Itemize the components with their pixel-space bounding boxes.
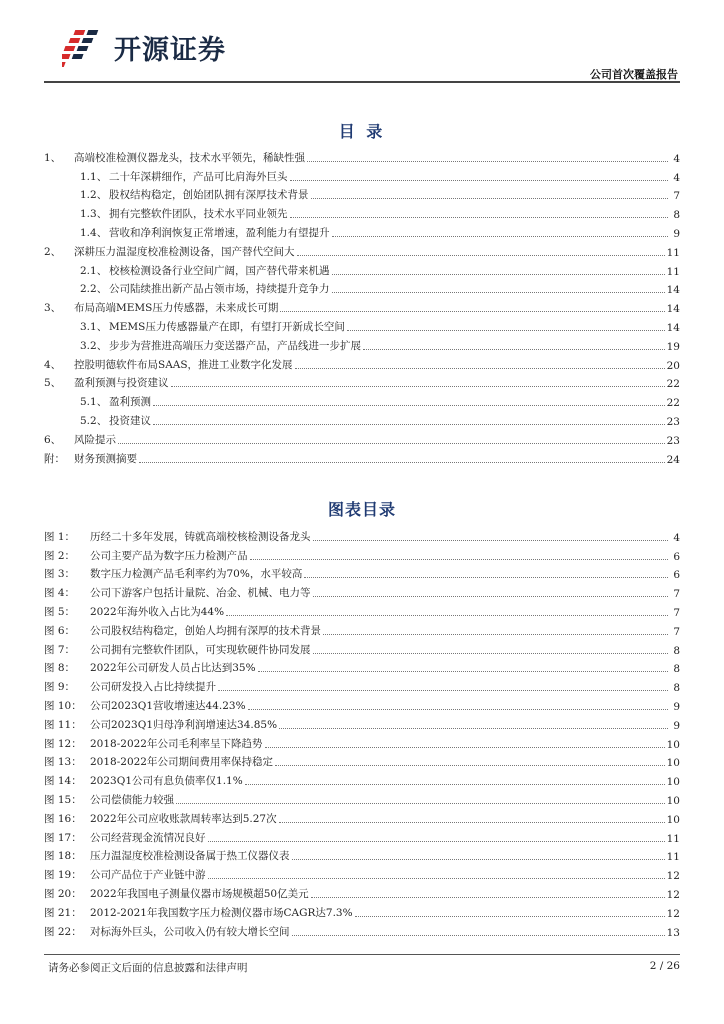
report-type-label: 公司首次覆盖报告 <box>590 68 678 81</box>
entry-number: 2.2、 <box>80 283 108 296</box>
figure-list <box>44 525 680 939</box>
entry-title: 2022年公司应收账款周转率达到5.27次 <box>90 812 277 825</box>
entry-title: 2018-2022年公司毛利率呈下降趋势 <box>90 737 263 750</box>
entry-title: 盈利预测与投资建议 <box>74 377 169 390</box>
entry-page: 9 <box>673 719 680 732</box>
dot-leader <box>297 255 665 256</box>
entry-title: 校核检测设备行业空间广阔，国产替代带来机遇 <box>109 264 330 277</box>
entry-title: 2022年公司研发人员占比达到35% <box>90 662 256 675</box>
entry-number: 图 8： <box>44 662 76 675</box>
entry-title: 股权结构稳定，创始团队拥有深厚技术背景 <box>109 189 309 202</box>
dot-leader <box>332 292 665 293</box>
dot-leader <box>332 236 669 237</box>
toc-entry[interactable] <box>44 447 680 466</box>
entry-page: 7 <box>673 606 680 619</box>
toc-entry[interactable] <box>44 372 680 391</box>
entry-number: 1.4、 <box>80 226 108 239</box>
entry-title: 公司下游客户包括计量院、冶金、机械、电力等 <box>90 587 311 600</box>
entry-title: 高端校准检测仪器龙头，技术水平领先，稀缺性强 <box>74 151 305 164</box>
dot-leader <box>226 615 668 616</box>
toc-entry[interactable] <box>44 202 680 221</box>
entry-title: 数字压力检测产品毛利率约为70%，水平较高 <box>90 568 303 581</box>
toc-entry[interactable] <box>44 409 680 428</box>
entry-title: 2012-2021年我国数字压力检测仪器市场CAGR达7.3% <box>90 906 353 919</box>
entry-page: 22 <box>666 397 680 410</box>
entry-page: 8 <box>673 663 680 676</box>
entry-title: 公司主要产品为数字压力检测产品 <box>90 549 248 562</box>
entry-number: 1.2、 <box>80 189 108 202</box>
entry-page: 4 <box>673 152 680 165</box>
entry-title: 公司拥有完整软件团队，可实现软硬件协同发展 <box>90 643 311 656</box>
toc-entry[interactable] <box>44 146 680 165</box>
dot-leader <box>153 405 665 406</box>
entry-number: 附： <box>44 452 65 465</box>
entry-page: 11 <box>666 246 680 259</box>
entry-page: 10 <box>666 776 680 789</box>
entry-page: 9 <box>673 700 680 713</box>
entry-number: 3.2、 <box>80 339 108 352</box>
entry-number: 图 21： <box>44 906 82 919</box>
entry-page: 6 <box>673 569 680 582</box>
dot-leader <box>208 841 665 842</box>
figure-entry[interactable] <box>44 732 680 751</box>
figure-entry[interactable] <box>44 657 680 676</box>
entry-page: 10 <box>666 738 680 751</box>
dot-leader <box>171 386 665 387</box>
entry-number: 5.1、 <box>80 396 108 409</box>
figure-entry[interactable] <box>44 751 680 770</box>
entry-page: 6 <box>673 550 680 563</box>
entry-number: 2.1、 <box>80 264 108 277</box>
entry-title: 控股明德软件布局SAAS，推进工业数字化发展 <box>74 358 293 371</box>
dot-leader <box>139 462 665 463</box>
dot-leader <box>292 859 665 860</box>
toc-entry[interactable] <box>44 278 680 297</box>
entry-page: 7 <box>673 190 680 203</box>
figure-entry[interactable] <box>44 600 680 619</box>
entry-title: 布局高端MEMS压力传感器，未来成长可期 <box>74 302 279 315</box>
page-header <box>44 18 680 80</box>
entry-number: 图 6： <box>44 624 76 637</box>
entry-title: 2022年海外收入占比为44% <box>90 605 225 618</box>
dot-leader <box>208 878 665 879</box>
toc-entry[interactable] <box>44 221 680 240</box>
entry-page: 8 <box>673 644 680 657</box>
entry-title: MEMS压力传感器量产在即，有望打开新成长空间 <box>109 320 345 333</box>
figure-entry[interactable] <box>44 901 680 920</box>
dot-leader <box>279 728 668 729</box>
entry-page: 8 <box>673 209 680 222</box>
entry-page: 8 <box>673 682 680 695</box>
entry-page: 24 <box>666 453 680 466</box>
entry-title: 财务预测摘要 <box>74 452 137 465</box>
figure-entry[interactable] <box>44 863 680 882</box>
entry-page: 10 <box>666 813 680 826</box>
entry-page: 23 <box>666 434 680 447</box>
figure-entry[interactable] <box>44 619 680 638</box>
dot-leader <box>218 690 668 691</box>
entry-page: 19 <box>666 340 680 353</box>
toc-entry[interactable] <box>44 240 680 259</box>
entry-number: 3、 <box>44 302 62 315</box>
entry-number: 图 10： <box>44 699 82 712</box>
entry-number: 图 5： <box>44 605 76 618</box>
entry-title: 盈利预测 <box>109 396 151 409</box>
figure-entry[interactable] <box>44 920 680 939</box>
dot-leader <box>258 671 668 672</box>
entry-title: 历经二十多年发展，铸就高端校核检测设备龙头 <box>90 530 311 543</box>
entry-title: 公司2023Q1营收增速达44.23% <box>90 699 246 712</box>
entry-page: 20 <box>666 359 680 372</box>
figure-entry[interactable] <box>44 525 680 544</box>
figure-entry[interactable] <box>44 807 680 826</box>
dot-leader <box>118 443 665 444</box>
entry-title: 拥有完整软件团队，技术水平同业领先 <box>109 208 288 221</box>
dot-leader <box>307 161 668 162</box>
page-number: 2 / 26 <box>649 960 680 972</box>
entry-page: 12 <box>666 870 680 883</box>
entry-title: 公司2023Q1归母净利润增速达34.85% <box>90 718 278 731</box>
figure-entry[interactable] <box>44 882 680 901</box>
entry-number: 5.2、 <box>80 414 108 427</box>
dot-leader <box>311 198 669 199</box>
dot-leader <box>347 330 665 331</box>
footer-divider <box>44 954 680 955</box>
figure-entry[interactable] <box>44 581 680 600</box>
entry-page: 11 <box>666 851 680 864</box>
entry-page: 10 <box>666 794 680 807</box>
entry-number: 图 1： <box>44 530 76 543</box>
dot-leader <box>304 577 668 578</box>
toc-entry[interactable] <box>44 353 680 372</box>
dot-leader <box>250 559 669 560</box>
entry-title: 深耕压力温湿度校准检测设备，国产替代空间大 <box>74 245 295 258</box>
entry-page: 14 <box>666 321 680 334</box>
dot-leader <box>292 935 665 936</box>
dot-leader <box>280 311 664 312</box>
entry-page: 11 <box>666 832 680 845</box>
entry-page: 10 <box>666 757 680 770</box>
entry-title: 2022年我国电子测量仪器市场规模超50亿美元 <box>90 887 309 900</box>
figure-entry[interactable] <box>44 769 680 788</box>
entry-number: 图 12： <box>44 737 82 750</box>
disclaimer-text: 请务必参阅正文后面的信息披露和法律声明 <box>48 962 248 974</box>
entry-number: 图 9： <box>44 681 76 694</box>
entry-number: 图 20： <box>44 887 82 900</box>
dot-leader <box>290 180 669 181</box>
toc-entry[interactable] <box>44 334 680 353</box>
figure-entry[interactable] <box>44 713 680 732</box>
entry-number: 图 7： <box>44 643 76 656</box>
entry-number: 图 14： <box>44 775 82 788</box>
entry-title: 二十年深耕细作，产品可比肩海外巨头 <box>109 170 288 183</box>
kaiyuan-logo-icon <box>62 28 104 68</box>
toc-list <box>44 146 680 466</box>
entry-number: 图 3： <box>44 568 76 581</box>
toc-entry[interactable] <box>44 296 680 315</box>
entry-number: 3.1、 <box>80 320 108 333</box>
entry-page: 7 <box>673 588 680 601</box>
entry-page: 14 <box>666 303 680 316</box>
toc-entry[interactable] <box>44 428 680 447</box>
entry-page: 12 <box>666 907 680 920</box>
entry-title: 2023Q1公司有息负债率仅1.1% <box>90 775 243 788</box>
figure-entry[interactable] <box>44 788 680 807</box>
entry-number: 图 13： <box>44 756 82 769</box>
header-divider <box>44 81 680 83</box>
entry-number: 1、 <box>44 151 62 164</box>
figure-entry[interactable] <box>44 694 680 713</box>
entry-number: 1.3、 <box>80 208 108 221</box>
dot-leader <box>355 916 665 917</box>
dot-leader <box>313 540 669 541</box>
toc-entry[interactable] <box>44 390 680 409</box>
entry-page: 14 <box>666 284 680 297</box>
figure-entry[interactable] <box>44 675 680 694</box>
entry-title: 投资建议 <box>109 414 151 427</box>
dot-leader <box>323 634 668 635</box>
figure-entry[interactable] <box>44 845 680 864</box>
entry-number: 图 15： <box>44 793 82 806</box>
dot-leader <box>275 765 665 766</box>
entry-number: 6、 <box>44 433 62 446</box>
entry-page: 23 <box>666 415 680 428</box>
figure-list-title: 图表目录 <box>327 500 396 519</box>
entry-title: 步步为营推进高端压力变送器产品，产品线进一步扩展 <box>109 339 361 352</box>
toc-entry[interactable] <box>44 165 680 184</box>
toc-entry[interactable] <box>44 315 680 334</box>
entry-number: 1.1、 <box>80 170 108 183</box>
entry-number: 图 19： <box>44 869 82 882</box>
entry-page: 11 <box>666 265 680 278</box>
dot-leader <box>363 349 665 350</box>
entry-title: 公司陆续推出新产品占领市场，持续提升竞争力 <box>109 283 330 296</box>
entry-number: 图 2： <box>44 549 76 562</box>
entry-number: 2、 <box>44 245 62 258</box>
entry-page: 9 <box>673 227 680 240</box>
toc-entry[interactable] <box>44 259 680 278</box>
entry-page: 22 <box>666 378 680 391</box>
entry-title: 2018-2022年公司期间费用率保持稳定 <box>90 756 273 769</box>
dot-leader <box>313 653 669 654</box>
entry-page: 4 <box>673 171 680 184</box>
dot-leader <box>245 784 665 785</box>
dot-leader <box>176 803 665 804</box>
entry-title: 公司经营现金流情况良好 <box>90 831 206 844</box>
dot-leader <box>248 709 668 710</box>
entry-page: 7 <box>673 625 680 638</box>
entry-number: 4、 <box>44 358 62 371</box>
dot-leader <box>311 897 665 898</box>
entry-title: 公司研发投入占比持续提升 <box>90 681 216 694</box>
figure-entry[interactable] <box>44 544 680 563</box>
dot-leader <box>279 822 665 823</box>
figure-entry[interactable] <box>44 563 680 582</box>
dot-leader <box>265 747 665 748</box>
entry-title: 风险提示 <box>74 433 116 446</box>
dot-leader <box>332 274 665 275</box>
entry-number: 图 17： <box>44 831 82 844</box>
dot-leader <box>313 596 669 597</box>
brand-name: 开源证券 <box>114 35 226 66</box>
figure-entry[interactable] <box>44 826 680 845</box>
dot-leader <box>290 217 669 218</box>
entry-page: 13 <box>666 926 680 939</box>
figure-entry[interactable] <box>44 638 680 657</box>
entry-title: 公司股权结构稳定，创始人均拥有深厚的技术背景 <box>90 624 321 637</box>
entry-number: 图 11： <box>44 718 82 731</box>
entry-number: 图 16： <box>44 812 82 825</box>
entry-title: 营收和净利润恢复正常增速，盈利能力有望提升 <box>109 226 330 239</box>
entry-title: 公司产品位于产业链中游 <box>90 869 206 882</box>
entry-number: 图 4： <box>44 587 76 600</box>
toc-title: 目 录 <box>338 122 386 141</box>
entry-number: 5、 <box>44 377 62 390</box>
dot-leader <box>153 424 665 425</box>
dot-leader <box>295 368 665 369</box>
entry-title: 对标海外巨头，公司收入仍有较大增长空间 <box>90 925 290 938</box>
entry-page: 4 <box>673 531 680 544</box>
entry-title: 公司偿债能力较强 <box>90 793 174 806</box>
toc-entry[interactable] <box>44 184 680 203</box>
entry-number: 图 18： <box>44 850 82 863</box>
entry-number: 图 22： <box>44 925 82 938</box>
entry-page: 12 <box>666 888 680 901</box>
entry-title: 压力温湿度校准检测设备属于热工仪器仪表 <box>90 850 290 863</box>
